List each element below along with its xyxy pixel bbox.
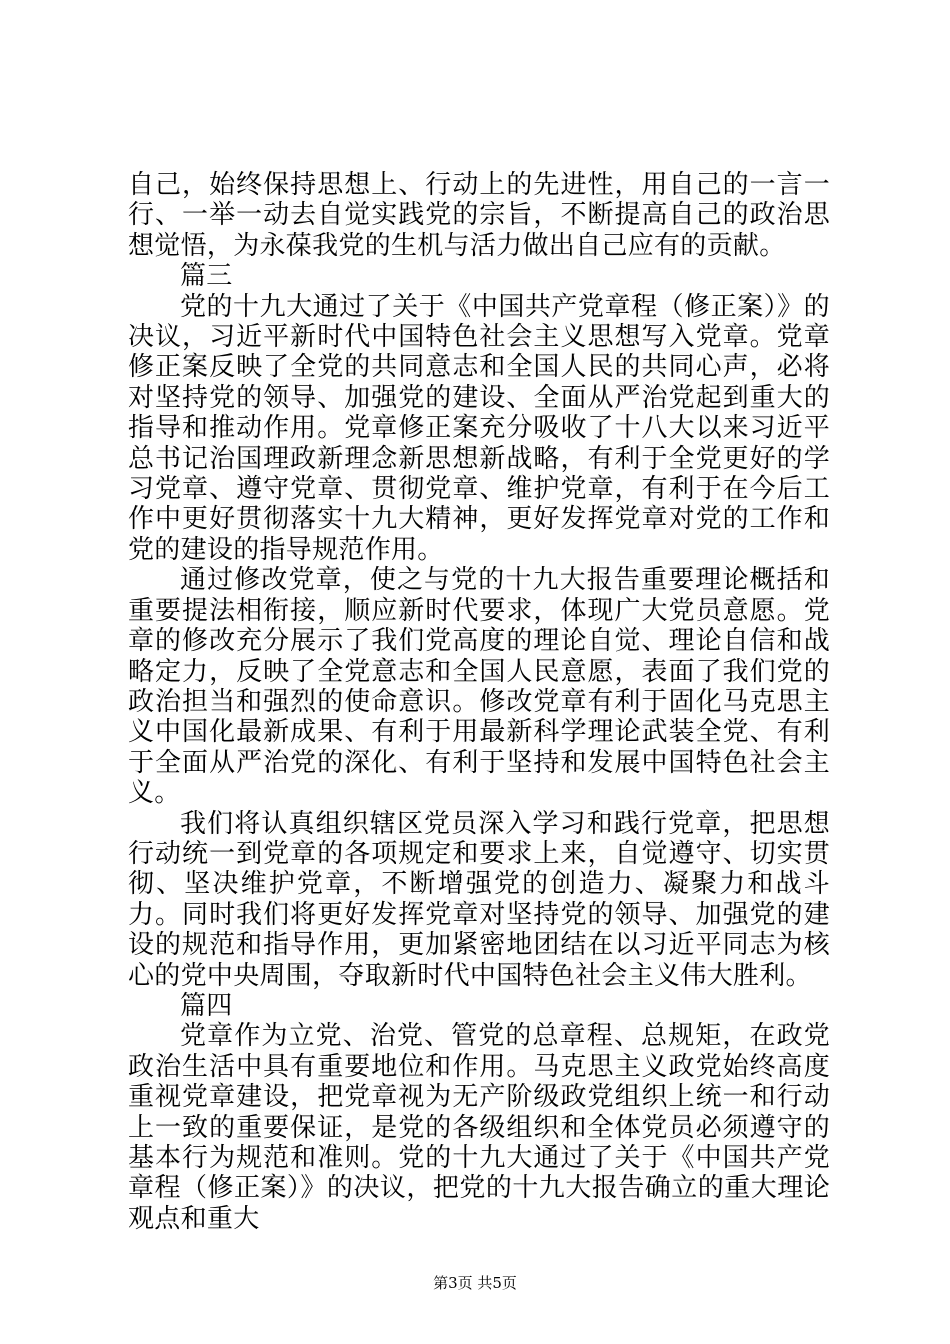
document-body [128,170,830,1234]
section-heading-pian-san: 篇三 [180,261,233,292]
body-paragraph: 党的十九大通过了关于《中国共产党章程（修正案）》的决议，习近平新时代中国特色社会主义思想写入党章。党章修正案反映了全党的共同意志和全国人民的共同心声，必将对坚持党的领导、加强党的建设、全面从严治党起到重大的指导和推动作用。党章修正案充分吸收了十八大以来习近平总书记治国理政新理念新思想新战略，有利于全党更好的学习党章、遵守党章、贯彻党章、维护党章，有利于在今后工作中更好贯彻落实十九大精神，更好发挥党章对党的工作和党的建设的指导规范作用。 [128,291,830,565]
body-paragraph: 通过修改党章，使之与党的十九大报告重要理论概括和重要提法相衔接，顺应新时代要求，体现广大党员意愿。党章的修改充分展示了我们党高度的理论自觉、理论自信和战略定力，反映了全党意志和全国人民意愿，表面了我们党的政治担当和强烈的使命意识。修改党章有利于固化马克思主义中国化最新成果、有利于用最新科学理论武装全党、有利于全面从严治党的深化、有利于坚持和发展中国特色社会主义。 [128,565,830,809]
section-heading-pian-si: 篇四 [180,990,233,1021]
continuation-paragraph: 自己，始终保持思想上、行动上的先进性，用自己的一言一行、一举一动去自觉实践党的宗旨，不断提高自己的政治思想觉悟，为永葆我党的生机与活力做出自己应有的贡献。 [128,170,830,261]
page-footer: 第3页 共5页 [433,1274,517,1292]
body-paragraph: 党章作为立党、治党、管党的总章程、总规矩，在政党政治生活中具有重要地位和作用。马克思主义政党始终高度重视党章建设，把党章视为无产阶级政党组织上统一和行动上一致的重要保证，是党的各级组织和全体党员必须遵守的基本行为规范和准则。党的十九大通过了关于《中国共产党章程（修正案）》的决议，把党的十九大报告确立的重大理论观点和重大 [128,1021,830,1234]
body-paragraph: 我们将认真组织辖区党员深入学习和践行党章，把思想行动统一到党章的各项规定和要求上来，自觉遵守、切实贯彻、坚决维护党章，不断增强党的创造力、凝聚力和战斗力。同时我们将更好发挥党章对坚持党的领导、加强党的建设的规范和指导作用，更加紧密地团结在以习近平同志为核心的党中央周围，夺取新时代中国特色社会主义伟大胜利。 [128,808,830,991]
